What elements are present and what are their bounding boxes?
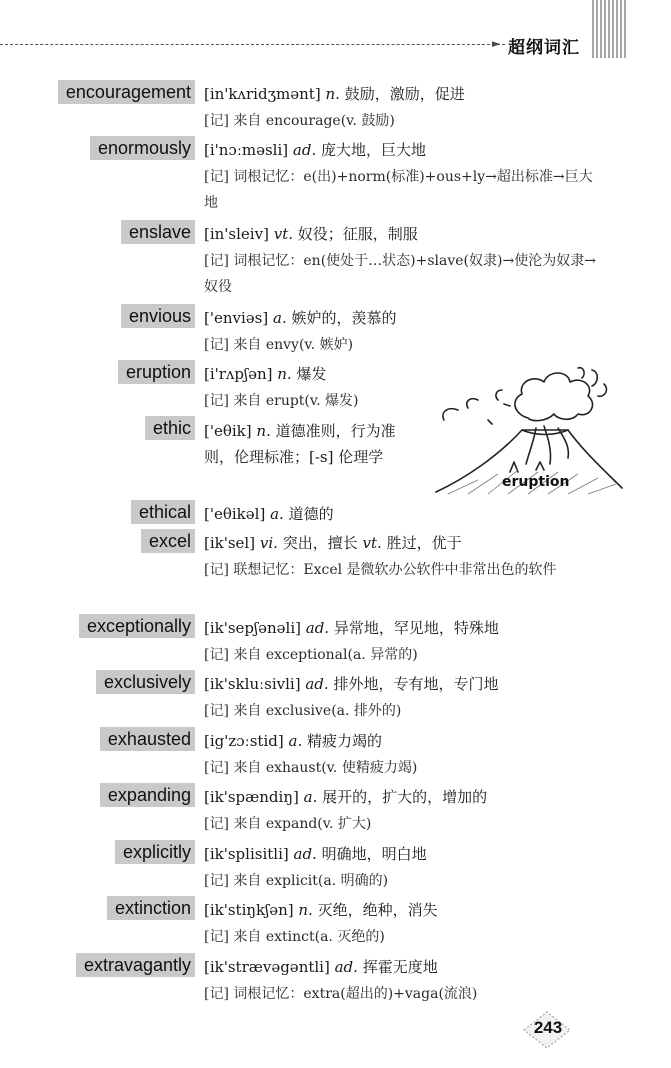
memory-note [204, 811, 599, 837]
memo-text: 词根记忆：en(使处于…状态)+slave(奴隶)→使沦为奴隶→奴役 [204, 253, 596, 295]
part-of-speech: n. [298, 901, 313, 919]
memo-tag: [记] [204, 929, 229, 945]
definition [204, 729, 604, 753]
definition [204, 616, 604, 640]
definition [204, 842, 604, 866]
memory-note [204, 108, 599, 134]
headword: ethical [131, 500, 195, 524]
meaning: 奴役；征服，制服 [297, 225, 418, 243]
headword: eruption [118, 360, 195, 384]
definition [204, 502, 604, 526]
meaning: 挥霍无度地 [362, 958, 438, 976]
definition [204, 672, 604, 696]
headword: expanding [100, 783, 195, 807]
memo-tag: [记] [204, 113, 229, 129]
memory-note [204, 924, 599, 950]
phonetic: ['enviəs] [204, 309, 269, 327]
illustration-caption: eruption [502, 474, 570, 490]
meaning: 鼓励，激励，促进 [344, 85, 465, 103]
memory-note [204, 332, 599, 358]
part-of-speech: n. [277, 365, 292, 383]
memo-text: 来自 extinct(a. 灭绝的) [233, 929, 385, 945]
definition [204, 222, 604, 246]
page-header-title: 超纲词汇 [508, 38, 580, 58]
headword: exclusively [96, 670, 195, 694]
part-of-speech: ad. [292, 141, 317, 159]
memory-note [204, 164, 599, 216]
definition [204, 418, 419, 470]
memory-note [204, 388, 404, 414]
header-arrow-icon: ► [492, 37, 501, 50]
memo-text: 来自 encourage(v. 鼓励) [233, 113, 395, 129]
meaning: 排外地，专有地，专门地 [333, 675, 499, 693]
meaning: 异常地，罕见地，特殊地 [333, 619, 499, 637]
phonetic: [ik'strævəgəntli] [204, 958, 330, 976]
part-of-speech: n. [325, 85, 340, 103]
part-of-speech: vt. [273, 225, 293, 243]
headword: exhausted [100, 727, 195, 751]
headword: exceptionally [79, 614, 195, 638]
headword: extravagantly [76, 953, 195, 977]
memory-note [204, 642, 599, 668]
headword: enslave [121, 220, 195, 244]
memo-tag: [记] [204, 562, 229, 578]
meaning: 庞大地，巨大地 [321, 141, 427, 159]
part-of-speech: a. [273, 309, 287, 327]
memo-text: 来自 envy(v. 嫉妒) [233, 337, 354, 353]
memo-tag: [记] [204, 253, 229, 269]
part-of-speech: ad. [334, 958, 358, 976]
phonetic: [ik'stiŋkʃən] [204, 901, 294, 919]
memory-note [204, 868, 599, 894]
memory-note [204, 557, 599, 583]
phonetic: [ik'spændiŋ] [204, 788, 299, 806]
meaning: 精疲力竭的 [307, 732, 383, 750]
memory-note [204, 698, 599, 724]
memo-text: 来自 expand(v. 扩大) [233, 816, 372, 832]
phonetic: [ik'skluːsivli] [204, 675, 301, 693]
part-of-speech: a. [303, 788, 318, 806]
phonetic: [in'sleiv] [204, 225, 269, 243]
part-of-speech-2: vt. [362, 534, 382, 552]
phonetic: [i'nɔːməsli] [204, 141, 289, 159]
memo-text: 词根记忆：extra(超出的)+vaga(流浪) [233, 986, 478, 1002]
meaning: 明确地，明白地 [321, 845, 427, 863]
part-of-speech: n. [256, 422, 271, 440]
definition [204, 82, 604, 106]
memory-note [204, 755, 599, 781]
memo-text: 词根记忆：e(出)+norm(标准)+ous+ly→超出标准→巨大地 [204, 169, 593, 211]
memo-tag: [记] [204, 337, 229, 353]
memo-tag: [记] [204, 760, 229, 776]
phonetic: [ik'sepʃənəli] [204, 619, 301, 637]
headword: excel [141, 529, 195, 553]
meaning-2: 胜过，优于 [386, 534, 462, 552]
memo-text: 来自 explicit(a. 明确的) [233, 873, 389, 889]
memo-tag: [记] [204, 816, 229, 832]
definition [204, 785, 604, 809]
memory-note [204, 248, 599, 300]
header-rule [0, 44, 505, 45]
meaning: 道德的 [288, 505, 334, 523]
memory-note [204, 981, 599, 1007]
memo-text: 联想记忆：Excel 是微软办公软件中非常出色的软件 [233, 562, 557, 578]
phonetic: [ik'splisitli] [204, 845, 289, 863]
memo-tag: [记] [204, 986, 229, 1002]
definition [204, 138, 604, 162]
meaning: 灭绝，绝种，消失 [317, 901, 438, 919]
phonetic: [in'kʌridʒmənt] [204, 85, 321, 103]
part-of-speech: ad. [305, 675, 329, 693]
headword: extinction [107, 896, 195, 920]
phonetic: ['eθikəl] [204, 505, 266, 523]
page-number: 243 [533, 1018, 563, 1037]
memo-tag: [记] [204, 169, 229, 185]
definition [204, 531, 604, 555]
memo-text: 来自 erupt(v. 爆发) [233, 393, 359, 409]
part-of-speech: a. [288, 732, 303, 750]
phonetic: [i'rʌpʃən] [204, 365, 273, 383]
memo-tag: [记] [204, 873, 229, 889]
phonetic: ['eθik] [204, 422, 252, 440]
part-of-speech: a. [270, 505, 284, 523]
part-of-speech: ad. [293, 845, 317, 863]
memo-text: 来自 exceptional(a. 异常的) [233, 647, 418, 663]
headword: enormously [90, 136, 195, 160]
memo-tag: [记] [204, 393, 229, 409]
meaning: 道德准则，行为准则，伦理标准；[-s] 伦理学 [204, 422, 396, 466]
phonetic: [ig'zɔːstid] [204, 732, 284, 750]
memo-tag: [记] [204, 703, 229, 719]
definition [204, 955, 604, 979]
memo-tag: [记] [204, 647, 229, 663]
phonetic: [ik'sel] [204, 534, 256, 552]
memo-text: 来自 exhaust(v. 使精疲力竭) [233, 760, 418, 776]
meaning: 展开的，扩大的，增加的 [322, 788, 488, 806]
headword: ethic [145, 416, 195, 440]
definition [204, 306, 604, 330]
part-of-speech: vi. [259, 534, 278, 552]
definition [204, 898, 604, 922]
meaning: 嫉妒的，羡慕的 [291, 309, 397, 327]
headword: envious [121, 304, 195, 328]
memo-text: 来自 exclusive(a. 排外的) [233, 703, 402, 719]
header-decoration [592, 0, 628, 58]
headword: encouragement [58, 80, 195, 104]
part-of-speech: ad. [305, 619, 330, 637]
meaning: 爆发 [296, 365, 327, 383]
headword: explicitly [115, 840, 195, 864]
meaning: 突出，擅长 [282, 534, 358, 552]
